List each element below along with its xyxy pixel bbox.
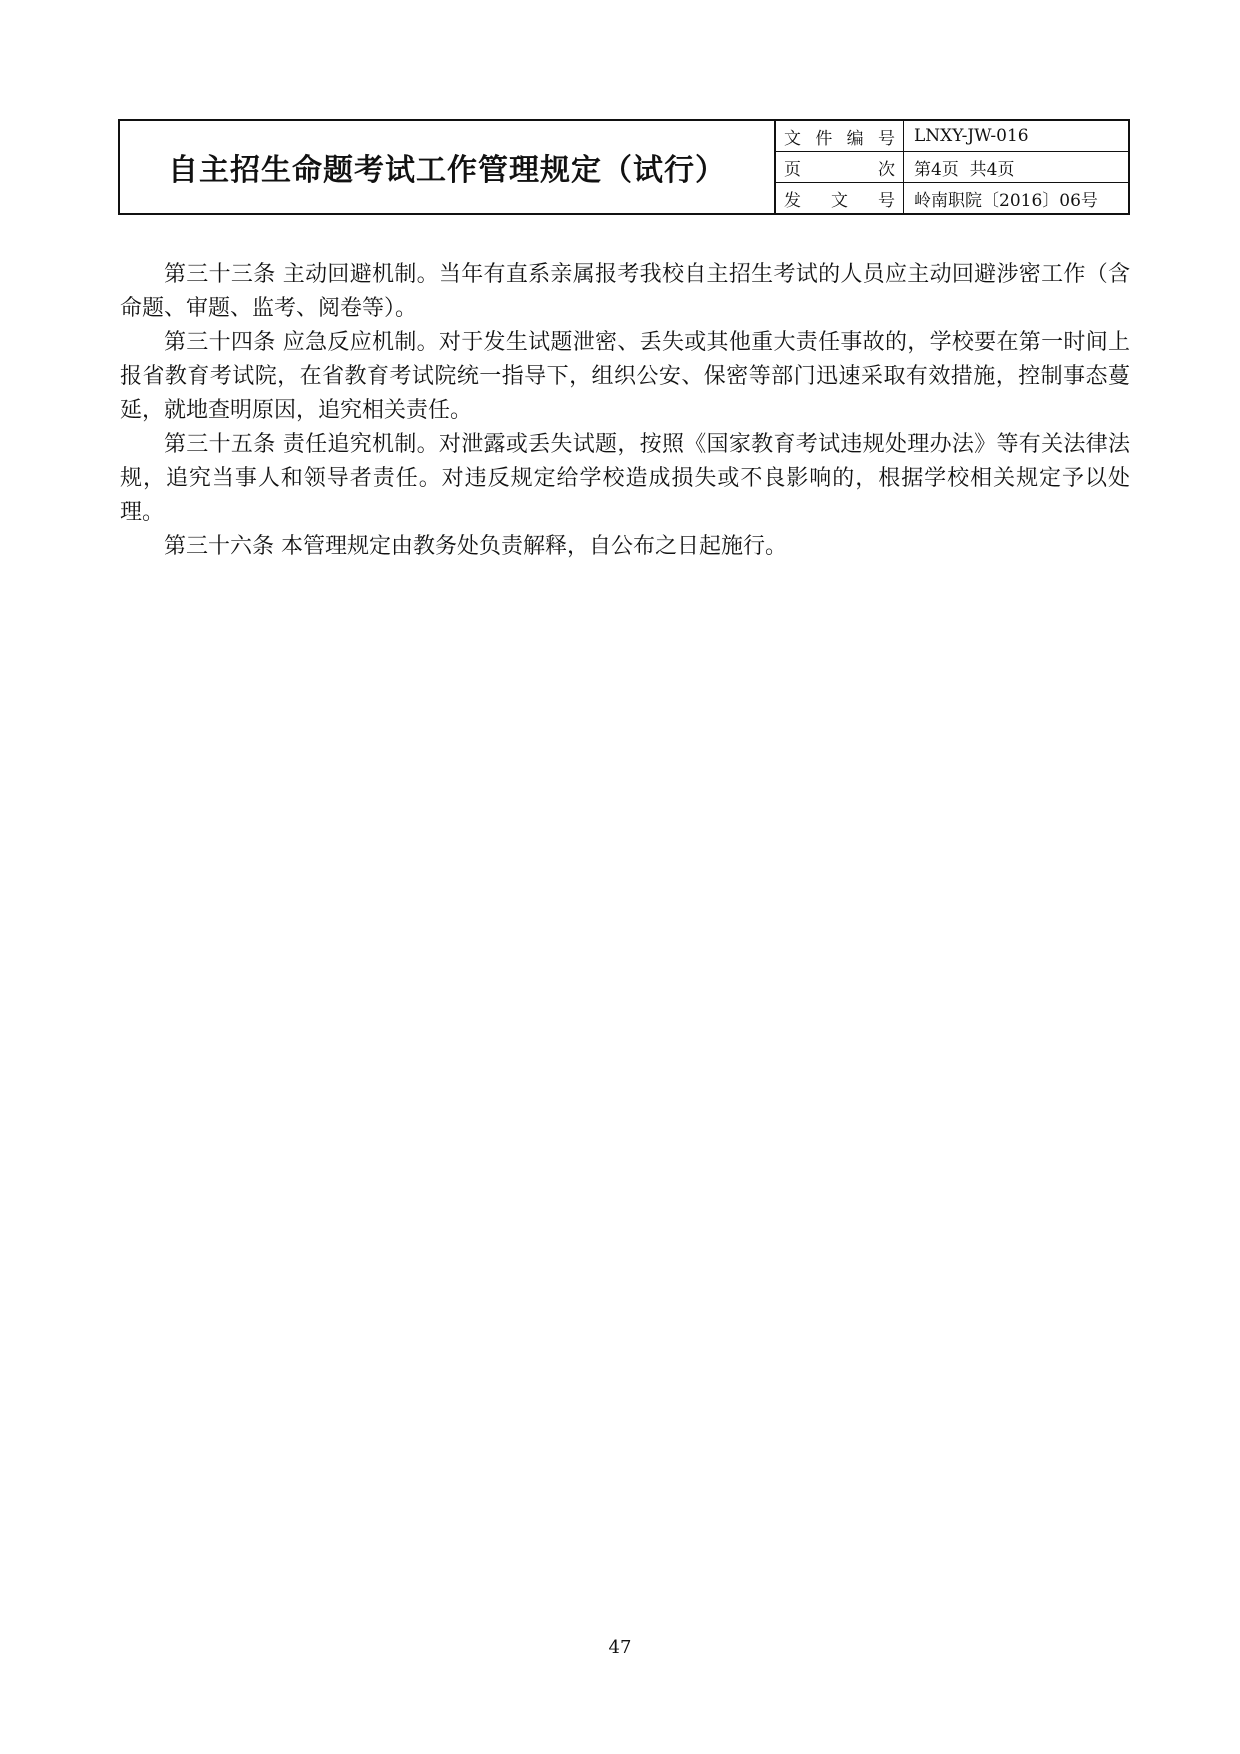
document-meta [776,121,1128,213]
article-34: 第三十四条 应急反应机制。对于发生试题泄密、丢失或其他重大责任事故的，学校要在第一时间上报省教育考试院，在省教育考试院统一指导下，组织公安、保密等部门迅速采取有效措施，控制事态蔓延，就地查明原因，追究相关责任。 [120,330,1130,423]
document-title: 自主招生命题考试工作管理规定（试行） [120,121,776,213]
meta-label-issue-number: 发 文 号 [776,183,904,213]
meta-value-page: 第4页 共4页 [914,159,1015,180]
article-33: 第三十三条 主动回避机制。当年有直系亲属报考我校自主招生考试的人员应主动回避涉密工作（含命题、审题、监考、阅卷等）。 [120,262,1130,321]
meta-row-file-number [776,121,1128,152]
article-36: 第三十六条 本管理规定由教务处负责解释，自公布之日起施行。 [164,534,787,559]
article-35: 第三十五条 责任追究机制。对泄露或丢失试题，按照《国家教育考试违规处理办法》等有关法律法规，追究当事人和领导者责任。对违反规定给学校造成损失或不良影响的，根据学校相关规定予以处理。 [120,432,1130,525]
document-body [120,258,1130,564]
page-number: 47 [608,1637,632,1658]
meta-value-file-number: LNXY-JW-016 [914,126,1029,146]
meta-row-issue-number [776,183,1128,213]
meta-label-file-number: 文 件 编 号 [776,121,904,151]
meta-value-issue-number: 岭南职院〔2016〕06号 [914,190,1098,211]
document-header-table [118,119,1130,215]
meta-label-page: 页 次 [776,152,904,182]
meta-row-page [776,152,1128,183]
